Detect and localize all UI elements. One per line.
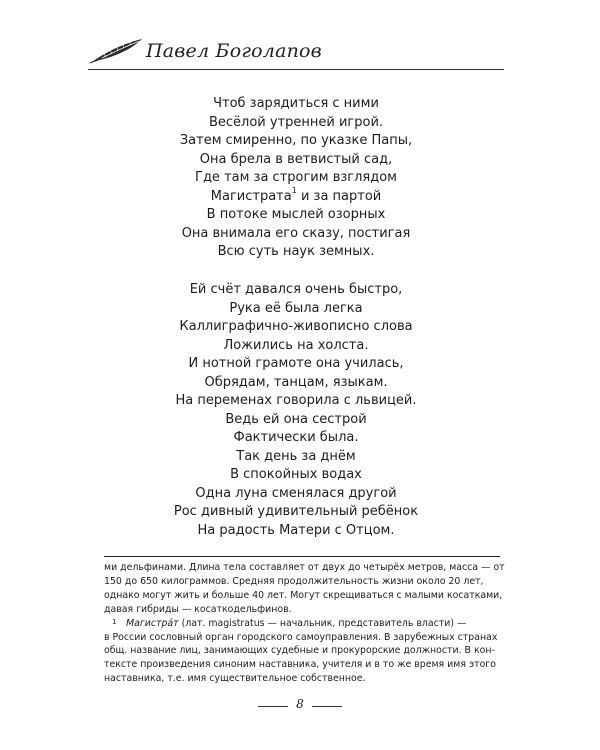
header-divider [88,69,504,70]
poem-line-text-tail: и за партой [296,188,382,204]
poem-line: В потоке мыслей озорных [206,207,386,222]
poem-line-text: Магистрата [210,188,292,204]
footnote-continued-line: ми дельфинами. Длина тела составляет от двух до четырёх метров, масса — от [104,562,505,573]
footnote-1-first-line [104,617,504,631]
poem-line: Рос дивный удивительный ребёнок [173,504,419,519]
poem-line: Затем смиренно, по указке Папы, [179,133,413,148]
poem-line: Каллиграфично-живописно слова [179,319,413,334]
footnote-continued-line: однако могут жить и больше 40 лет. Могут скрещиваться с малыми косатками, [104,589,503,601]
poem-line-with-footnote [88,188,504,207]
poem-stanza-1 [88,95,504,262]
poem-line: Она внимала его сказу, постигая [181,225,411,241]
footnote-line: общ. название лиц, занимающих судебные и прокурорские должности. В кон- [104,645,495,657]
poem-line: Она брела в ветвистый сад, [199,151,393,167]
poem-line: Ей счёт давался очень быстро, [189,282,403,297]
feather-quill-icon [88,33,148,67]
poem-line: Обрядам, танцам, языкам. [204,374,388,390]
footnote-continued-line: 150 до 650 килограммов. Средняя продолжительность жизни около 20 лет, [104,575,484,587]
poem-line: В спокойных водах [230,467,362,482]
footnote-line: в России сословный орган городского самоуправления. В зарубежных странах [104,631,498,643]
page-number: 8 [296,697,304,711]
footnote-divider [104,556,500,557]
poem-line: Фактически была. [233,430,359,445]
footnotes [104,561,504,686]
page-number-block [258,696,342,716]
poem-line: Одна луна сменялася другой [195,485,397,501]
page-number-rule-right [312,706,342,707]
poem-line: Ложились на холста. [223,337,369,353]
poem-line: Всю суть наук земных. [217,244,375,259]
footnote-term: Магистрáт [126,617,179,629]
poem-stanza-2 [88,281,504,540]
poem-line: Ведь ей она сестрой [225,411,367,427]
running-header [88,33,504,73]
poem-line: Так день за днём [236,448,356,464]
footnote-line: тексте произведения синоним наставника, учителя и в то же время имя этого [104,659,496,671]
footnote-number: 1 [112,617,117,626]
poem-line: На переменах говорила с львицей. [175,393,417,408]
footnote-line: наставника, т.е. имя существительное собственное. [104,673,366,685]
poem-line: Где там за строгим взглядом [195,170,397,185]
poem-line: И нотной грамоте она училась, [188,356,404,371]
footnote-reference[interactable]: 1 [291,186,297,196]
author-name: Павел Боголапов [146,40,322,62]
footnote-continued-line: давая гибриды — косаткодельфинов. [104,603,292,615]
poem-line: Рука её была легка [229,300,363,316]
footnote-text: (лат. magistratus — начальник, представитель власти) — [178,617,467,629]
poem-line: На радость Матери с Отцом. [197,522,395,538]
poem-line: Весёлой утренней игрой. [208,114,384,130]
poem-line: Чтоб зарядиться с ними [213,96,379,111]
